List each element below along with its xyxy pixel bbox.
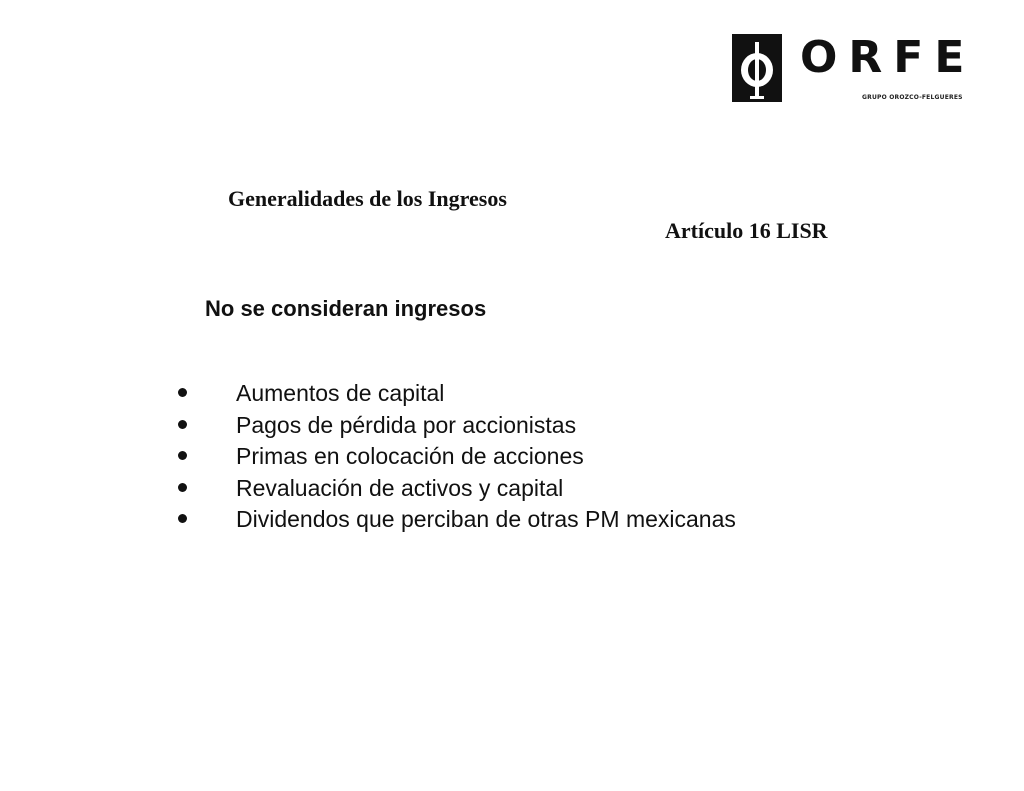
bullet-icon xyxy=(178,483,187,492)
bullet-icon xyxy=(178,388,187,397)
bullet-icon xyxy=(178,514,187,523)
logo-tagline: GRUPO OROZCO-FELGUERES xyxy=(862,94,963,101)
logo-wordmark: ORFE xyxy=(800,32,976,83)
list-item-text: Aumentos de capital xyxy=(236,380,445,406)
orfe-logo xyxy=(732,32,976,104)
list-item-text: Revaluación de activos y capital xyxy=(236,474,564,501)
list-item-text: Pagos de pérdida por accionistas xyxy=(236,411,577,438)
list-item-text: Dividendos que perciban de otras PM mexicanas xyxy=(236,506,736,532)
bullet-icon xyxy=(178,420,187,429)
section-heading: No se consideran ingresos xyxy=(205,296,487,321)
slide-subtitle: Artículo 16 LISR xyxy=(665,218,828,243)
list-item-text: Primas en colocación de acciones xyxy=(236,443,584,469)
bullet-icon xyxy=(178,451,187,460)
slide-title: Generalidades de los Ingresos xyxy=(228,186,507,211)
orfe-phi-logo-icon xyxy=(732,34,782,102)
